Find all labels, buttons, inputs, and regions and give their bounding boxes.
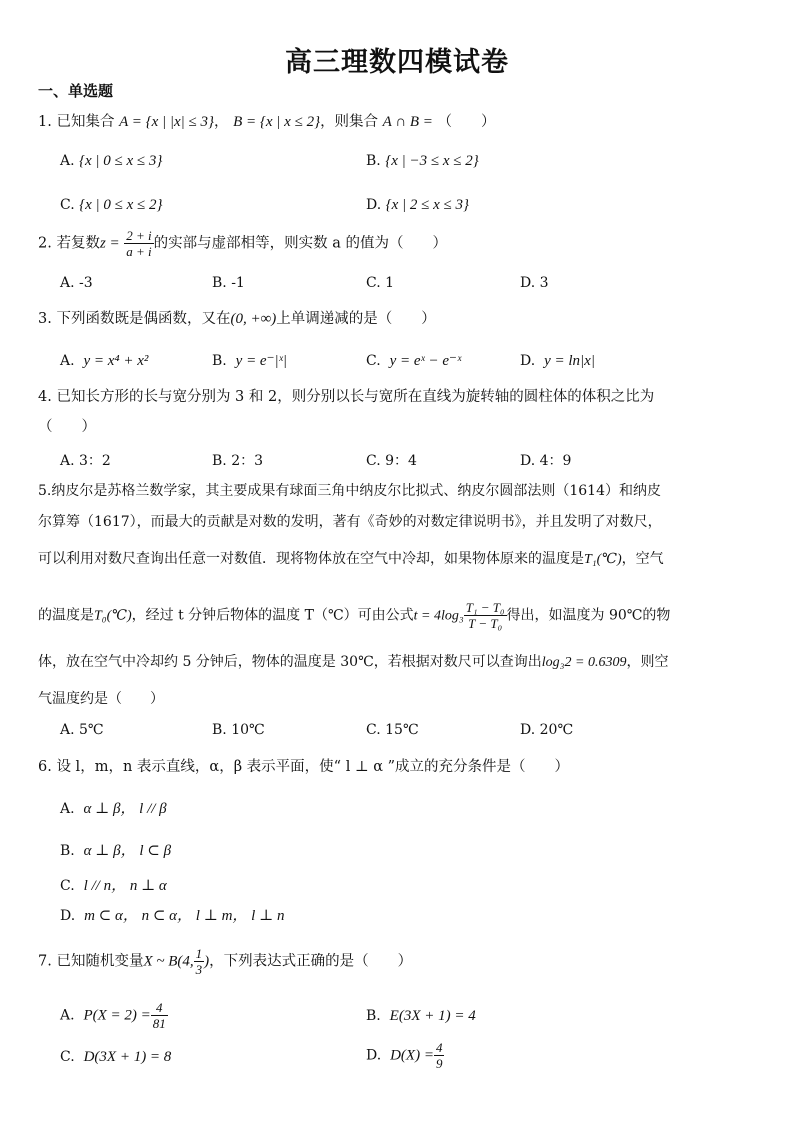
option-c[interactable] bbox=[60, 195, 163, 215]
option-label: A. bbox=[60, 801, 75, 817]
option-text: α ⊥ β， l // β bbox=[83, 801, 167, 817]
question-5-line-6: 气温度约是（ ） bbox=[38, 691, 164, 707]
option-a[interactable] bbox=[60, 451, 111, 471]
option-label: C. bbox=[60, 878, 75, 894]
option-label: A. bbox=[60, 275, 75, 291]
page-title: 高三理数四模试卷 bbox=[285, 47, 509, 78]
option-d[interactable] bbox=[520, 273, 549, 293]
option-a[interactable] bbox=[60, 351, 148, 371]
option-label: B. bbox=[212, 722, 227, 738]
set-a: A = {x | |x| ≤ 3} bbox=[119, 114, 214, 130]
question-5-line-2: 尔算筹（1617），而最大的贡献是对数的发明，著有《奇妙的对数定律说明书》，并且发明了对数尺， bbox=[38, 514, 662, 530]
option-b[interactable] bbox=[212, 351, 287, 371]
option-label: B. bbox=[212, 453, 227, 469]
question-text: 可以利用对数尺查询出任意一对数值．现将物体放在空气中冷却，如果物体原来的温度是 bbox=[38, 551, 584, 567]
distribution-close: ) bbox=[204, 953, 210, 970]
question-number: 7. bbox=[38, 953, 52, 970]
section-heading: 一、单选题 bbox=[38, 82, 114, 100]
question-number: 5. bbox=[38, 483, 52, 499]
option-label: B. bbox=[60, 843, 75, 859]
question-stem: 已知随机变量 bbox=[56, 953, 144, 970]
question-tail: 上单调递减的是（ ） bbox=[276, 311, 436, 327]
option-label: D. bbox=[520, 275, 536, 291]
option-d[interactable] bbox=[366, 1040, 444, 1071]
numerator: 4 bbox=[435, 1040, 443, 1055]
denominator: 3 bbox=[195, 962, 203, 977]
question-number: 3. bbox=[38, 311, 52, 327]
option-label: B. bbox=[366, 1008, 381, 1024]
numerator: 4 bbox=[151, 1000, 168, 1016]
question-2 bbox=[38, 228, 447, 259]
option-label: C. bbox=[366, 275, 381, 291]
option-label: D. bbox=[366, 1047, 382, 1064]
question-text: ，空气 bbox=[621, 551, 664, 567]
intersection-expr: A ∩ B = bbox=[382, 114, 433, 130]
question-tail: ，则集合 bbox=[320, 114, 379, 130]
option-text: P(X = 2) = bbox=[83, 1007, 151, 1024]
question-text: ，则空 bbox=[626, 654, 669, 670]
question-number: 4. bbox=[38, 389, 52, 405]
numerator: 2 + i bbox=[126, 228, 152, 243]
question-text: 体，放在空气中冷却约 5 分钟后，物体的温度是 30℃，若根据对数尺可以查询出 bbox=[38, 654, 542, 670]
z-symbol: z = bbox=[99, 235, 120, 252]
option-text: m ⊂ α， n ⊂ α， l ⊥ m， l ⊥ n bbox=[84, 908, 285, 924]
option-text: D(X) = bbox=[390, 1047, 434, 1064]
option-b[interactable] bbox=[212, 720, 265, 740]
option-a[interactable] bbox=[60, 151, 162, 171]
option-label: D. bbox=[520, 353, 536, 369]
answer-paren: （ ） bbox=[38, 419, 96, 435]
option-text: l // n， n ⊥ α bbox=[83, 878, 167, 894]
numerator: T₁ − T₀ bbox=[465, 600, 505, 615]
question-stem: 若复数 bbox=[56, 235, 100, 252]
option-text: 4：9 bbox=[539, 453, 572, 469]
question-5-line-3 bbox=[38, 549, 664, 570]
option-d[interactable] bbox=[520, 451, 571, 471]
distribution: X ~ B(4, bbox=[143, 953, 194, 970]
question-5-line-4 bbox=[38, 600, 670, 631]
option-text: {x | 0 ≤ x ≤ 3} bbox=[79, 153, 163, 169]
option-c[interactable] bbox=[60, 1047, 171, 1067]
option-a[interactable] bbox=[60, 273, 93, 293]
option-c[interactable] bbox=[366, 273, 394, 293]
option-label: A. bbox=[60, 153, 75, 169]
numerator: 1 bbox=[195, 946, 203, 961]
t1-value: T₁(℃) bbox=[584, 552, 622, 567]
option-label: A. bbox=[60, 353, 75, 369]
option-fraction bbox=[151, 1000, 168, 1031]
option-a[interactable] bbox=[60, 799, 167, 819]
distribution-fraction bbox=[194, 946, 205, 977]
option-c[interactable] bbox=[60, 876, 167, 896]
option-text: 15℃ bbox=[385, 722, 419, 738]
question-text: ，经过 t 分钟后物体的温度 T（℃）可由公式 bbox=[131, 607, 414, 624]
question-stem: 下列函数既是偶函数，又在 bbox=[56, 311, 231, 327]
option-b[interactable] bbox=[366, 1006, 476, 1026]
question-number: 2. bbox=[38, 235, 52, 252]
option-label: C. bbox=[366, 453, 381, 469]
option-text: 9：4 bbox=[385, 453, 417, 469]
option-text: y = eˣ − e⁻ˣ bbox=[389, 353, 462, 369]
option-d[interactable] bbox=[520, 720, 573, 740]
option-text: 5℃ bbox=[79, 722, 104, 738]
option-text: 2：3 bbox=[231, 453, 264, 469]
option-d[interactable] bbox=[520, 351, 595, 371]
question-stem: 已知集合 bbox=[56, 114, 115, 130]
option-b[interactable] bbox=[366, 151, 479, 171]
denominator: a + i bbox=[126, 244, 152, 259]
option-label: C. bbox=[60, 197, 75, 213]
option-label: D. bbox=[60, 908, 76, 924]
t0-value: T₀(℃) bbox=[94, 608, 132, 624]
option-d[interactable] bbox=[60, 906, 284, 926]
option-text: 3 bbox=[539, 275, 549, 291]
question-1 bbox=[38, 112, 496, 132]
question-tail: ，下列表达式正确的是（ ） bbox=[209, 953, 413, 970]
option-text: -3 bbox=[79, 275, 93, 291]
log-value: log₃2 = 0.6309 bbox=[541, 655, 627, 670]
fraction bbox=[124, 228, 153, 259]
option-a[interactable] bbox=[60, 1000, 168, 1031]
option-c[interactable] bbox=[366, 351, 461, 371]
question-number: 6. bbox=[38, 759, 52, 775]
option-label: C. bbox=[366, 722, 381, 738]
option-label: B. bbox=[212, 275, 227, 291]
option-text: α ⊥ β， l ⊂ β bbox=[83, 843, 172, 859]
question-stem: 已知长方形的长与宽分别为 3 和 2，则分别以长与宽所在直线为旋转轴的圆柱体的体积之比为 bbox=[56, 389, 655, 405]
option-text: 10℃ bbox=[231, 722, 265, 738]
option-a[interactable] bbox=[60, 720, 104, 740]
option-b[interactable] bbox=[212, 273, 245, 293]
option-text: y = x⁴ + x² bbox=[83, 353, 149, 369]
separator: ， bbox=[214, 114, 229, 130]
option-text: -1 bbox=[231, 275, 245, 291]
question-text: 得出，如温度为 90℃的物 bbox=[506, 607, 671, 624]
formula-lhs: t = 4log₃ bbox=[413, 608, 464, 624]
option-label: D. bbox=[366, 197, 382, 213]
option-text: 3：2 bbox=[79, 453, 111, 469]
option-b[interactable] bbox=[212, 451, 263, 471]
option-text: 20℃ bbox=[539, 722, 574, 738]
option-text: y = e⁻|ˣ| bbox=[235, 353, 287, 369]
question-text: 的温度是 bbox=[38, 607, 94, 624]
option-b[interactable] bbox=[60, 841, 171, 861]
option-label: B. bbox=[366, 153, 381, 169]
denominator: 9 bbox=[435, 1056, 443, 1071]
question-6 bbox=[38, 757, 569, 777]
option-c[interactable] bbox=[366, 451, 417, 471]
question-tail: 的实部与虚部相等，则实数 a 的值为（ ） bbox=[153, 235, 448, 252]
option-text: {x | −3 ≤ x ≤ 2} bbox=[385, 153, 479, 169]
option-label: D. bbox=[520, 453, 536, 469]
denominator: T − T₀ bbox=[468, 616, 503, 631]
option-label: A. bbox=[60, 453, 75, 469]
option-fraction bbox=[434, 1040, 445, 1071]
formula-fraction bbox=[464, 600, 507, 631]
question-stem: 纳皮尔是苏格兰数学家，其主要成果有球面三角中纳皮尔比拟式、纳皮尔圆部法则（1614）和纳皮 bbox=[51, 483, 661, 499]
option-text: y = ln|x| bbox=[544, 353, 595, 369]
answer-paren: （ ） bbox=[437, 114, 496, 130]
option-label: A. bbox=[60, 1007, 75, 1024]
option-c[interactable] bbox=[366, 720, 419, 740]
question-5-line-1 bbox=[38, 481, 661, 501]
question-number: 1. bbox=[38, 114, 52, 130]
question-5-line-5 bbox=[38, 652, 668, 673]
option-label: D. bbox=[520, 722, 536, 738]
option-label: C. bbox=[60, 1049, 75, 1065]
question-3 bbox=[38, 309, 436, 329]
option-d[interactable] bbox=[366, 195, 469, 215]
option-text: {x | 2 ≤ x ≤ 3} bbox=[385, 197, 470, 213]
option-text: E(3X + 1) = 4 bbox=[389, 1008, 476, 1024]
option-label: B. bbox=[212, 353, 227, 369]
option-text: 1 bbox=[385, 275, 395, 291]
question-stem: 设 l，m，n 表示直线，α，β 表示平面，使“ l ⊥ α ”成立的充分条件是（ ） bbox=[56, 759, 570, 775]
option-label: A. bbox=[60, 722, 75, 738]
option-text: D(3X + 1) = 8 bbox=[83, 1049, 172, 1065]
option-text: {x | 0 ≤ x ≤ 2} bbox=[79, 197, 163, 213]
option-label: C. bbox=[366, 353, 381, 369]
set-b: B = {x | x ≤ 2} bbox=[233, 114, 321, 130]
question-4 bbox=[38, 387, 654, 407]
question-7 bbox=[38, 946, 412, 977]
interval: (0, +∞) bbox=[230, 311, 277, 327]
denominator: 81 bbox=[152, 1016, 166, 1031]
